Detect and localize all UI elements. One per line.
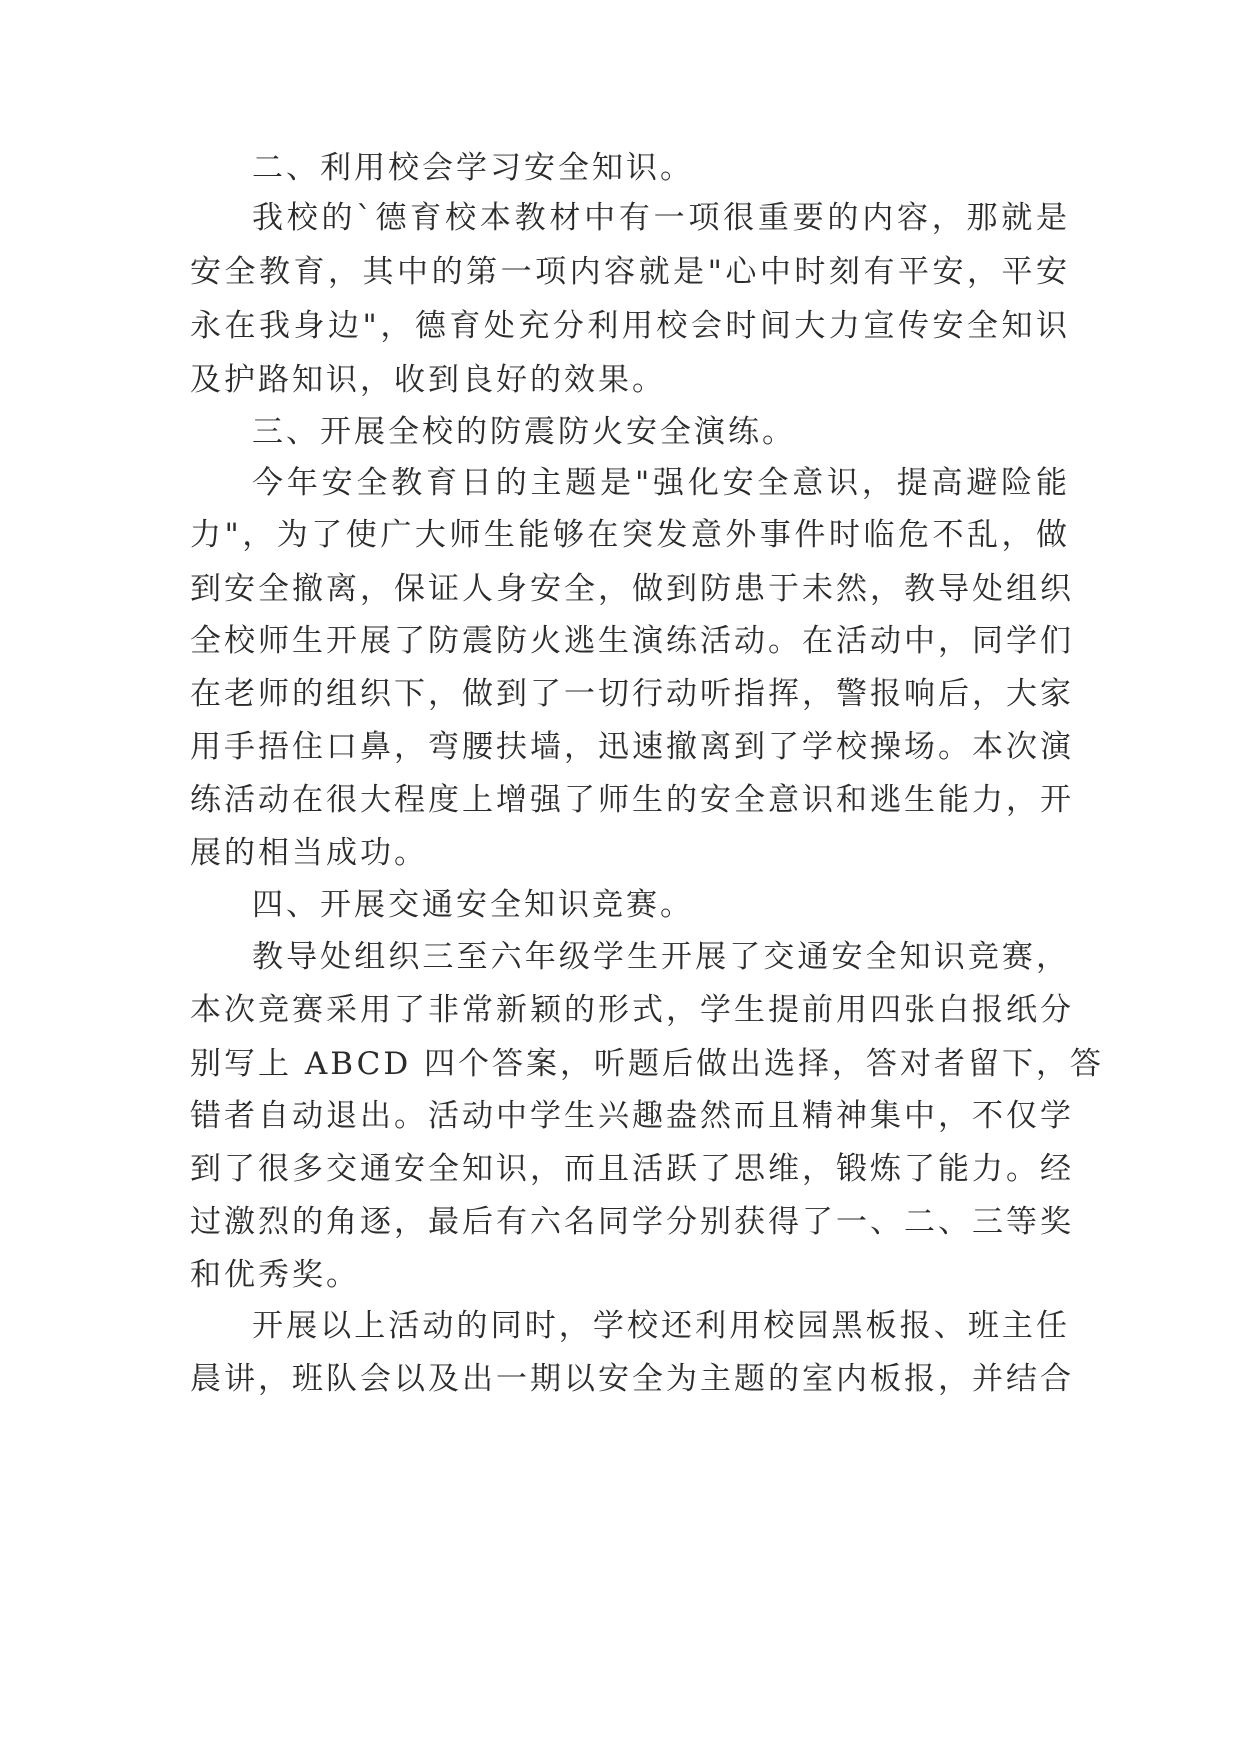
- paragraph-line: 用手捂住口鼻，弯腰扶墙，迅速撤离到了学校操场。本次演: [190, 729, 1074, 765]
- paragraph-line: 本次竞赛采用了非常新颖的形式，学生提前用四张白报纸分: [190, 992, 1074, 1028]
- paragraph-line: 安全教育，其中的第一项内容就是"心中时刻有平安，平安: [190, 254, 1070, 290]
- paragraph-line: 在老师的组织下，做到了一切行动听指挥，警报响后，大家: [190, 676, 1074, 712]
- paragraph-line: 错者自动退出。活动中学生兴趣盎然而且精神集中，不仅学: [190, 1098, 1074, 1134]
- paragraph-line: 练活动在很大程度上增强了师生的安全意识和逃生能力，开: [190, 782, 1074, 818]
- paragraph-line: 开展以上活动的同时，学校还利用校园黑板报、班主任: [252, 1308, 1070, 1344]
- section-heading-4: 四、开展交通安全知识竞赛。: [252, 887, 694, 923]
- paragraph-line: 和优秀奖。: [190, 1257, 360, 1293]
- paragraph-line: 力"，为了使广大师生能够在突发意外事件时临危不乱，做: [190, 517, 1070, 553]
- paragraph-line: 全校师生开展了防震防火逃生演练活动。在活动中，同学们: [190, 623, 1074, 659]
- paragraph-line: 永在我身边"，德育处充分利用校会时间大力宣传安全知识: [190, 308, 1070, 344]
- paragraph-line: 过激烈的角逐，最后有六名同学分别获得了一、二、三等奖: [190, 1204, 1074, 1240]
- paragraph-line: 今年安全教育日的主题是"强化安全意识，提高避险能: [252, 465, 1070, 501]
- paragraph-line: 及护路知识，收到良好的效果。: [190, 362, 666, 398]
- paragraph-line: 晨讲，班队会以及出一期以安全为主题的室内板报，并结合: [190, 1361, 1074, 1397]
- section-heading-2: 二、利用校会学习安全知识。: [252, 150, 694, 186]
- paragraph-line: 我校的`德育校本教材中有一项很重要的内容，那就是: [252, 200, 1070, 236]
- paragraph-line: 到安全撤离，保证人身安全，做到防患于未然，教导处组织: [190, 571, 1074, 607]
- section-heading-3: 三、开展全校的防震防火安全演练。: [252, 414, 796, 450]
- paragraph-line: 别写上 ABCD 四个答案，听题后做出选择，答对者留下，答: [190, 1046, 1105, 1082]
- paragraph-line: 到了很多交通安全知识，而且活跃了思维，锻炼了能力。经: [190, 1151, 1074, 1187]
- paragraph-line: 教导处组织三至六年级学生开展了交通安全知识竞赛，: [252, 939, 1070, 975]
- paragraph-line: 展的相当成功。: [190, 835, 428, 871]
